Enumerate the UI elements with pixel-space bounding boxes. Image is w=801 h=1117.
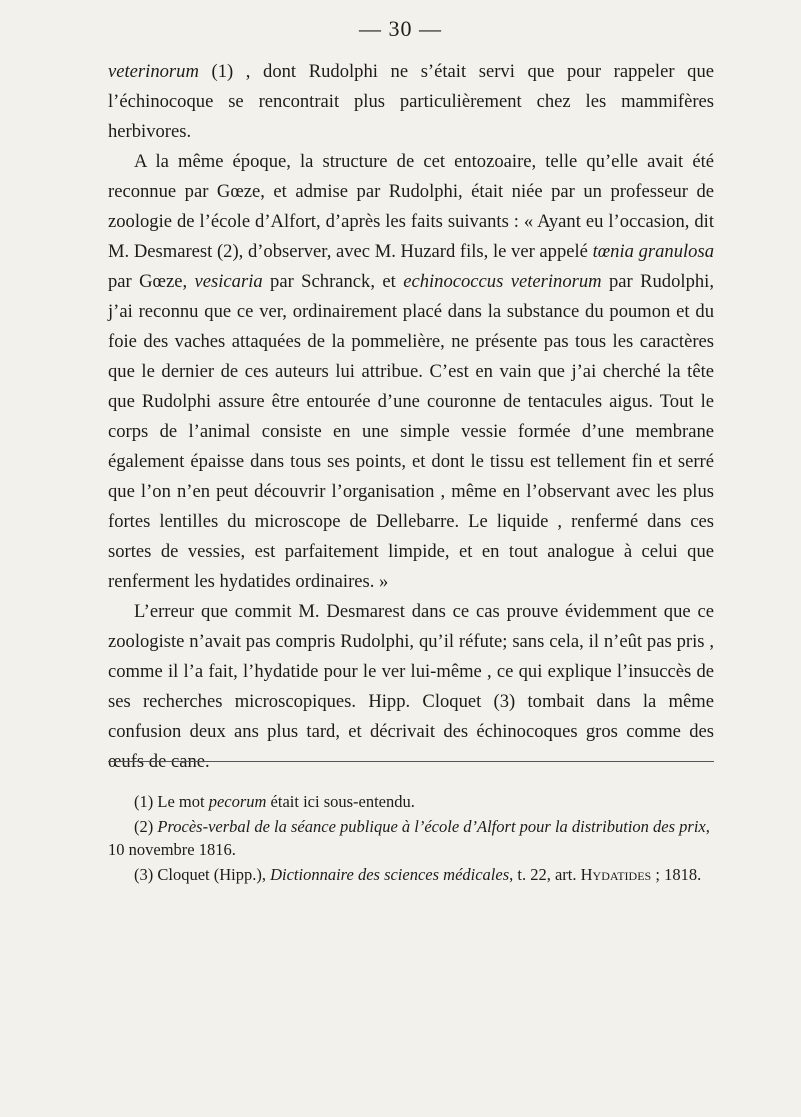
body-text (108, 57, 714, 777)
italic-term: vesicaria (194, 271, 263, 292)
page-number: — 30 — (359, 16, 442, 41)
italic-term: echinococcus veterinorum (403, 271, 602, 292)
footnote-2 (108, 815, 714, 861)
text-run: par Rudolphi, j’ai reconnu que ce ver, ordinairement placé dans la substance du poumon et du foie des vaches attaquées de la pommelière, ne présente pas tous les caractères que le dernier de ces auteurs lui attribue. C’est en vain que j’ai cherché la tête que Rudolphi assure être entourée d’une couronne de tentacules aigus. Tout le corps de l’animal consiste en une simple vessie formée d’une membrane également épaisse dans tous ses points, et dont le tissu est tellement fin et serré que l’on n’en peut découvrir l’organisation , même en l’observant avec les plus fortes lentilles du microscope de Dellebarre. Le liquide , renfermé dans ces sortes de vessies, est parfaitement limpide, et en tout analogue à celui que renferment les hydatides ordinaires. » (108, 271, 714, 592)
paragraph-1 (108, 57, 714, 147)
text-run: , t. 22, art. (509, 865, 581, 884)
text-run: (3) Cloquet (Hipp.), (134, 865, 271, 884)
text-run: était ici sous-entendu. (266, 792, 415, 811)
text-run: par Gœze, (108, 271, 195, 292)
italic-term: veterinorum (108, 61, 199, 82)
small-caps-term: Hydatides (580, 865, 652, 884)
paragraph-3 (108, 597, 714, 777)
footnote-3 (108, 863, 714, 886)
text-run: (1) Le mot (134, 792, 209, 811)
footnote-divider (108, 761, 714, 762)
paragraph-2 (108, 147, 714, 597)
footnote-1 (108, 790, 714, 813)
italic-term: pecorum (208, 792, 267, 811)
text-run: ; 1818. (651, 865, 702, 884)
footnotes (108, 790, 714, 888)
text-run: L’erreur que commit M. Desmarest dans ce cas prouve évidemment que ce zoologiste n’avait pas compris Rudolphi, qu’il réfute; sans cela, il n’eût pas pris , comme il l’a fait, l’hydatide pour le ver lui-même , ce qui explique l’insuccès de ses recherches microscopiques. Hipp. Cloquet (3) tombait dans la même confusion deux ans plus tard, et décrivait des échinocoques gros comme des œufs de cane. (108, 601, 714, 772)
text-run: A la même époque, la structure de cet entozoaire, telle qu’elle avait été reconnue par Gœze, et admise par Rudolphi, était niée par un professeur de zoologie de l’école d’Alfort, d’après les faits suivants : « Ayant eu l’occasion, dit M. Desmarest (2), d’observer, avec M. Huzard fils, le ver appelé (108, 151, 714, 262)
italic-term: tœnia granulosa (592, 241, 714, 262)
italic-title: Dictionnaire des sciences médicales (270, 865, 510, 884)
italic-title: Procès-verbal de la séance publique à l’école d’Alfort pour la distribution des prix (157, 817, 706, 836)
text-run: , 10 novembre 1816. (108, 817, 710, 859)
text-run: (2) (134, 817, 158, 836)
text-run: (1) , dont Rudolphi ne s’était servi que pour rappeler que l’échinocoque se rencontrait plus particulièrement chez les mammifères herbivores. (108, 61, 714, 142)
text-run: par Schranck, et (262, 271, 404, 292)
